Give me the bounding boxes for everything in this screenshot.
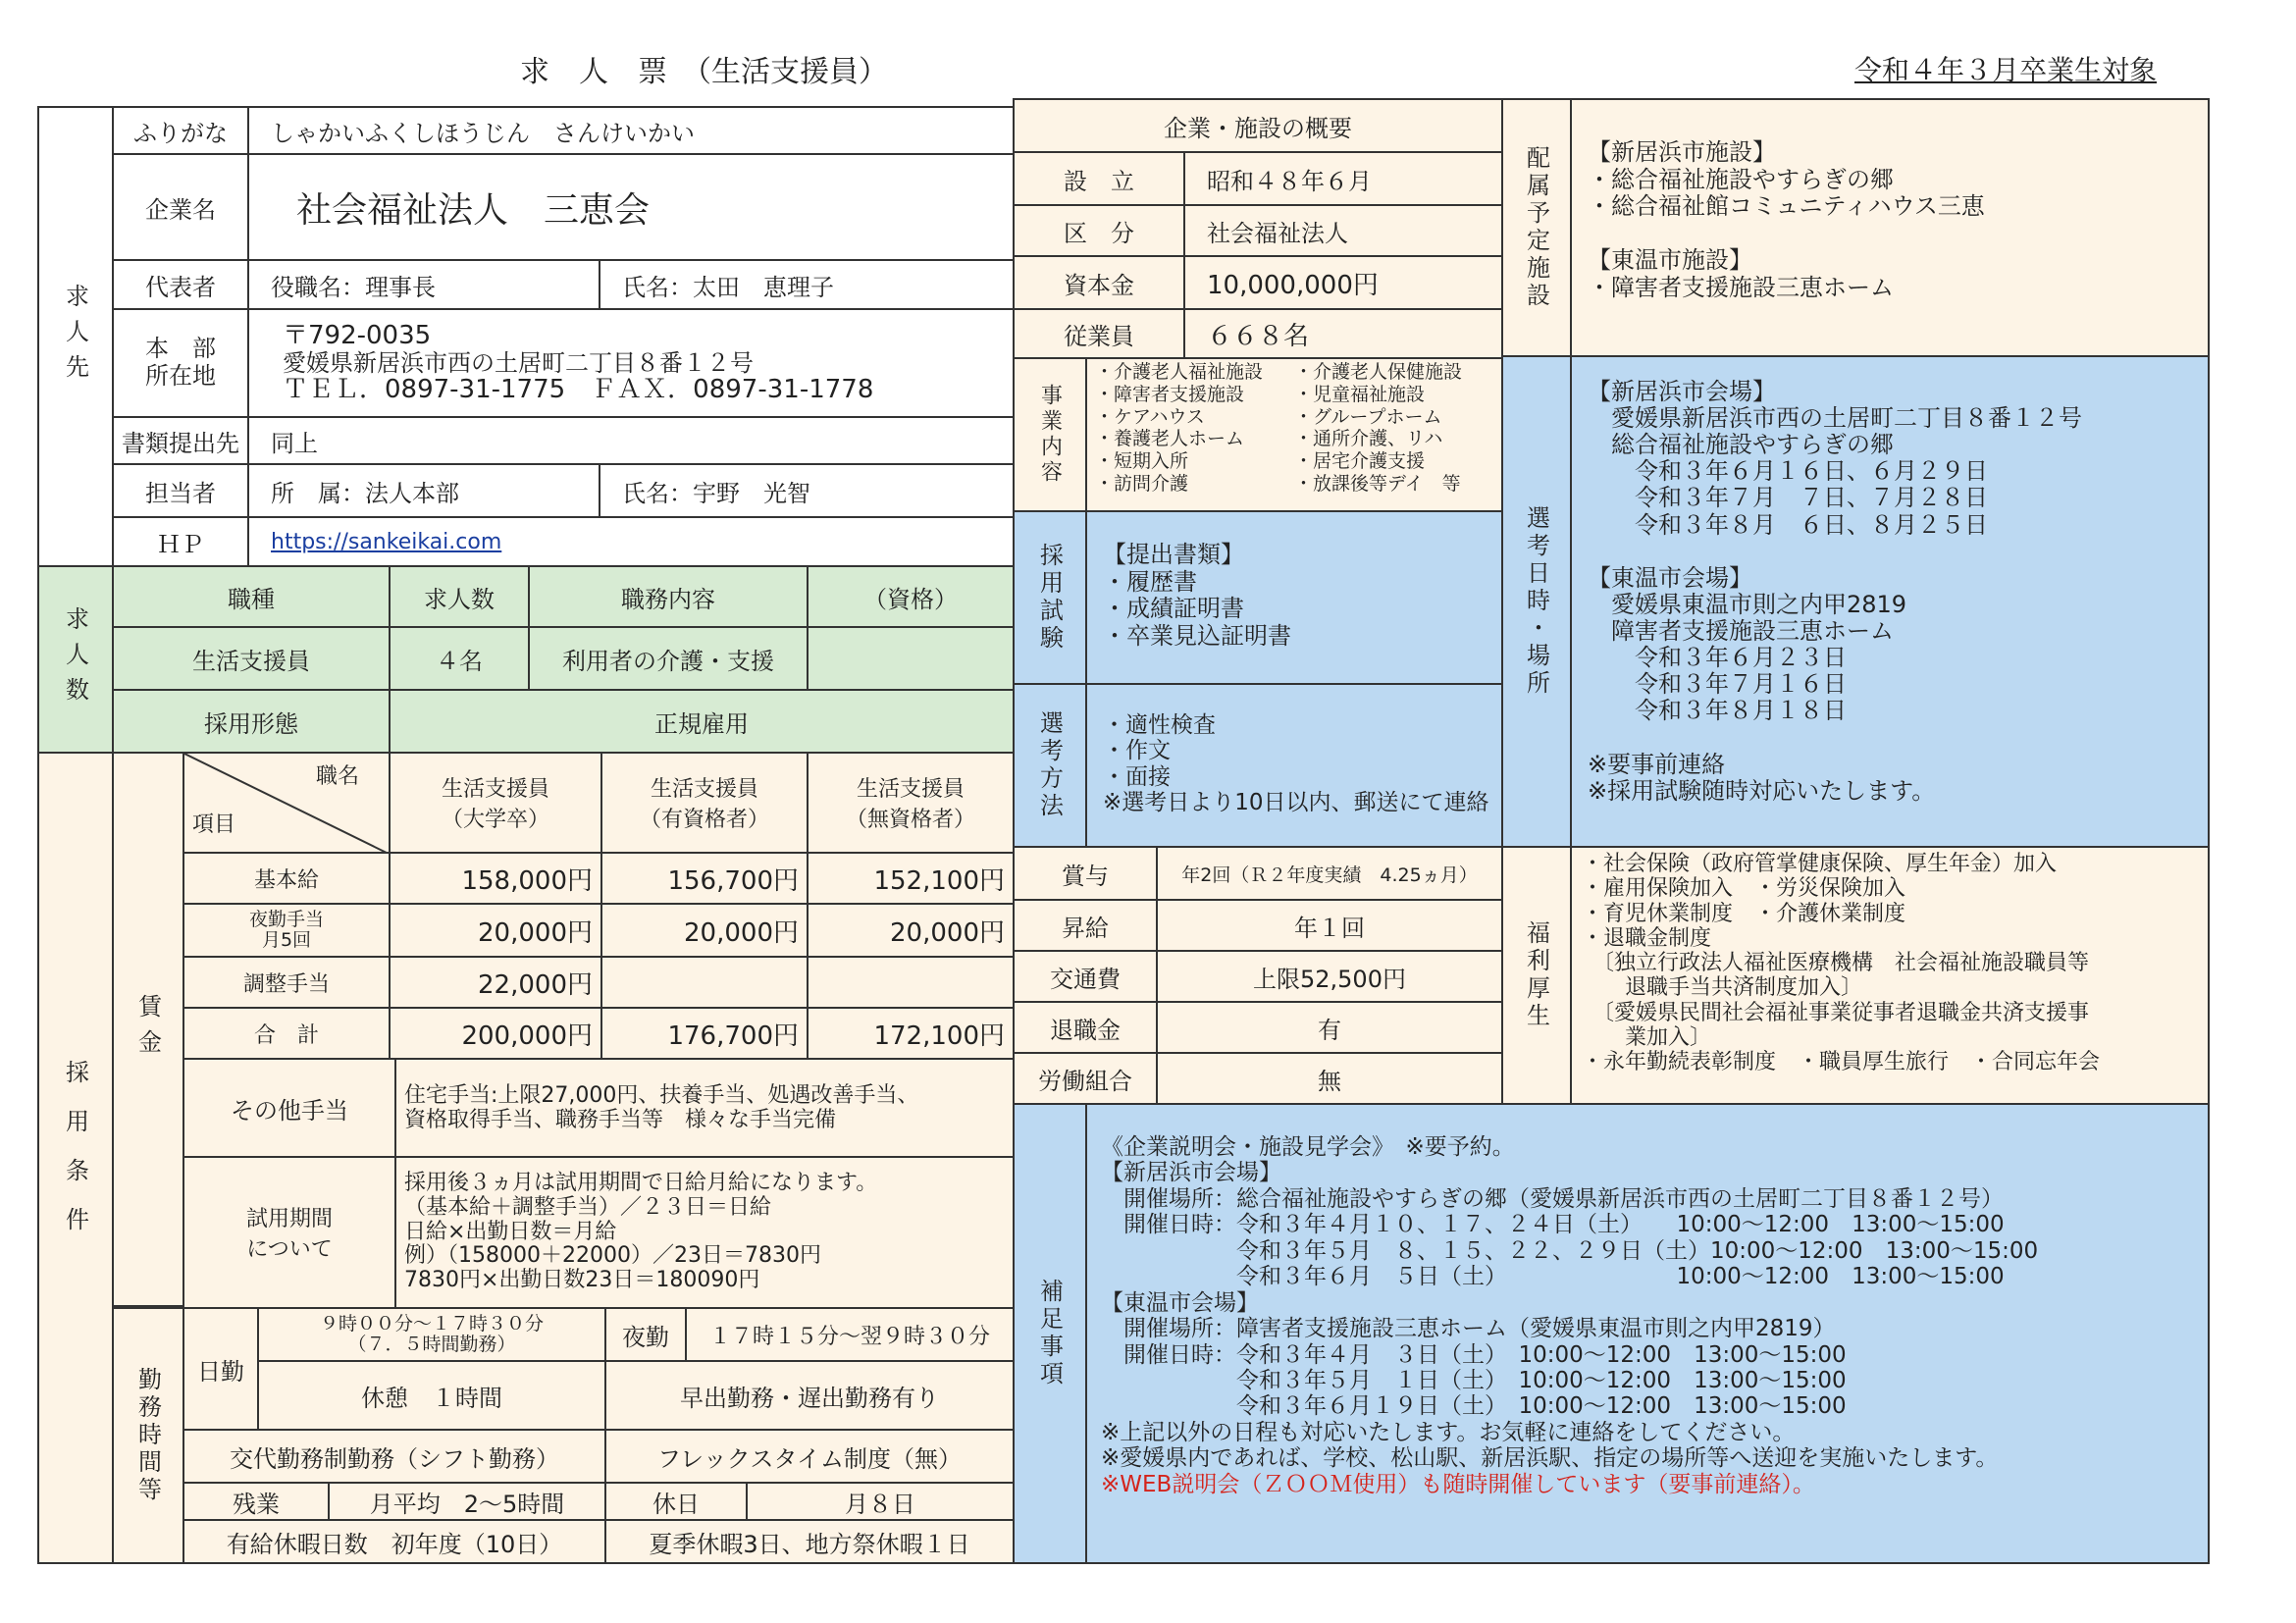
schedule-line: 愛媛県新居浜市西の土居町二丁目８番１２号 xyxy=(1588,404,2082,433)
hp-value xyxy=(247,516,1015,567)
schedule-line: 令和３年８月１８日 xyxy=(1588,697,1847,725)
col-count: 求人数 xyxy=(389,565,530,628)
job-title: 生活支援員 xyxy=(112,626,391,691)
page-title: 求 人 票 （生活支援員） xyxy=(520,55,888,89)
supplement-line: 令和３年６月１９日（土） 10:00～12:00 13:00～15:00 xyxy=(1101,1393,1847,1420)
business-item: ・居宅介護支援 xyxy=(1294,450,1426,473)
union-value: 無 xyxy=(1156,1052,1503,1105)
night-shift-time: １７時１５分～翌９時３０分 xyxy=(685,1307,1015,1362)
representative-title: 役職名：理事長 xyxy=(247,259,600,310)
business-item: ・介護老人福祉施設 xyxy=(1095,361,1264,383)
col-qualification: （資格） xyxy=(807,565,1015,628)
schedule-line xyxy=(1588,539,2082,565)
business-item: ・放課後等デイ 等 xyxy=(1294,472,1461,495)
welfare-line: ・雇用保険加入 ・労災保険加入 xyxy=(1582,876,1906,902)
retirement-label: 退職金 xyxy=(1013,1001,1158,1054)
representative-label: 代表者 xyxy=(112,259,249,310)
capital-label: 資本金 xyxy=(1013,255,1185,310)
employment-type-label: 採用形態 xyxy=(112,689,391,754)
welfare-line: 退職手当共済制度加入〕 xyxy=(1582,975,1863,1001)
job-duties: 利用者の介護・支援 xyxy=(528,626,809,691)
selection-datetime-label: 選考日時・場所 xyxy=(1501,355,1572,848)
other-allowance-label: その他手当 xyxy=(183,1058,396,1158)
wage-cell: 20,000円 xyxy=(389,903,602,958)
welfare-line: ・永年勤続表彰制度 ・職員厚生旅行 ・合同忘年会 xyxy=(1582,1050,2101,1075)
placement-line: ・障害者支援施設三恵ホーム xyxy=(1588,273,1894,301)
bonus-label: 賞与 xyxy=(1013,846,1158,901)
placement-line: ・総合福祉館コミュニティハウス三恵 xyxy=(1588,192,1985,221)
employees-label: 従業員 xyxy=(1013,308,1185,359)
wage-col-university: 生活支援員 （大学卒） xyxy=(389,752,602,854)
placement-line: ・総合福祉施設やすらぎの郷 xyxy=(1588,165,1894,193)
welfare-line: ・社会保険（政府管掌健康保険、厚生年金）加入 xyxy=(1582,852,2058,876)
established-label: 設 立 xyxy=(1013,151,1185,206)
employment-type: 正規雇用 xyxy=(389,689,1015,754)
other-allowance-line: 住宅手当:上限27,000円、扶養手当、処遇改善手当、 xyxy=(404,1082,919,1108)
wage-cell: 158,000円 xyxy=(389,852,602,905)
established-value: 昭和４８年６月 xyxy=(1183,151,1503,206)
business-item: ・グループホーム xyxy=(1294,405,1442,428)
overview-heading: 企業・施設の概要 xyxy=(1013,98,1503,153)
selection-schedule xyxy=(1570,355,2210,848)
other-allowance-line: 資格取得手当、職務手当等 様々な手当完備 xyxy=(404,1108,837,1132)
break-time: 休憩 １時間 xyxy=(257,1360,606,1431)
wage-row-label: 調整手当 xyxy=(183,956,391,1009)
welfare-label: 福利厚生 xyxy=(1501,846,1572,1105)
welfare-line: 業加入〕 xyxy=(1582,1025,1712,1051)
wage-corner: 職名 項目 xyxy=(183,752,391,854)
postal-code: 〒792-0035 xyxy=(283,321,432,351)
bonus-value: 年2回（Ｒ２年度実績 4.25ヵ月） xyxy=(1156,846,1503,901)
job-qualification xyxy=(807,626,1015,691)
exam-doc-line: ・履歴書 xyxy=(1103,567,1197,596)
business-item: ・短期入所 xyxy=(1095,450,1189,473)
holiday-label: 休日 xyxy=(604,1482,748,1521)
address: 愛媛県新居浜市西の土居町二丁目８番１２号 xyxy=(283,348,754,377)
job-count: ４名 xyxy=(389,626,530,691)
trial-line: 日給×出勤日数＝月給 xyxy=(404,1219,617,1244)
wage-col-unqualified: 生活支援員 （無資格者） xyxy=(807,752,1015,854)
schedule-line: 令和３年６月２３日 xyxy=(1588,644,1847,672)
business-item: ・養護老人ホーム xyxy=(1095,428,1245,450)
placement-line: 【東温市施設】 xyxy=(1588,246,1752,275)
trial-period-details xyxy=(394,1156,1015,1309)
wage-col-qualified: 生活支援員 （有資格者） xyxy=(600,752,809,854)
diagonal-divider xyxy=(184,754,391,854)
schedule-line: 令和３年７月１６日 xyxy=(1588,670,1847,699)
conditions-section-label: 採用条件 xyxy=(37,752,114,1564)
supplement-line: 令和３年５月 ８、１５、２２、２９日（土）10:00～12:00 13:00～15:00 xyxy=(1101,1237,2039,1264)
exam-docs xyxy=(1085,510,1503,685)
wage-row-label: 合 計 xyxy=(183,1007,391,1060)
wage-row-label: 夜勤手当 月5回 xyxy=(183,903,391,958)
contact-dept: 所 属：法人本部 xyxy=(247,463,600,518)
supplement-line: 【東温市会場】 xyxy=(1101,1289,1259,1316)
wage-row-label: 基本給 xyxy=(183,852,391,905)
furigana-value: しゃかいふくしほうじん さんけいかい xyxy=(247,106,1015,155)
supplement-line: ※上記以外の日程も対応いたします。お気軽に連絡をしてください。 xyxy=(1101,1419,1796,1445)
hq-address xyxy=(247,308,1015,418)
flextime: フレックスタイム制度（無） xyxy=(604,1429,1015,1484)
wage-cell: 22,000円 xyxy=(389,956,602,1009)
schedule-line: 総合福祉施設やすらぎの郷 xyxy=(1588,431,1894,459)
category-value: 社会福祉法人 xyxy=(1183,204,1503,257)
welfare-line: ・退職金制度 xyxy=(1582,925,1712,951)
supplement-details xyxy=(1085,1103,2210,1564)
wages-label: 賃金 xyxy=(112,752,184,1307)
openings-section-label: 求人数 xyxy=(37,565,114,754)
wage-cell: 152,100円 xyxy=(807,852,1015,905)
raise-value: 年１回 xyxy=(1156,899,1503,952)
schedule-line: 愛媛県東温市則之内甲2819 xyxy=(1588,590,1907,618)
wage-cell: 156,700円 xyxy=(600,852,809,905)
selection-method-line: ・作文 xyxy=(1103,738,1171,764)
holiday-value: 月８日 xyxy=(746,1482,1015,1521)
early-late-shift: 早出勤務・遅出勤務有り xyxy=(604,1360,1015,1431)
schedule-line: 【新居浜市会場】 xyxy=(1588,378,1776,405)
business-item: ・児童福祉施設 xyxy=(1294,383,1426,405)
placement-line: 【新居浜市施設】 xyxy=(1588,138,1776,166)
placement-line xyxy=(1588,221,1985,248)
business-content-label: 事業内容 xyxy=(1013,357,1087,512)
schedule-line xyxy=(1588,724,2082,751)
placement-list xyxy=(1570,98,2210,357)
day-shift-label: 日勤 xyxy=(183,1307,259,1431)
target-graduates: 令和４年３月卒業生対象 xyxy=(1854,54,2158,86)
schedule-line: 令和３年６月１６日、６月２９日 xyxy=(1588,457,1988,486)
contact-label: 担当者 xyxy=(112,463,249,518)
supplement-line: 《企業説明会・施設見学会》 ※要予約。 xyxy=(1101,1134,1515,1160)
employees-value: ６６８名 xyxy=(1183,308,1503,359)
overtime-label: 残業 xyxy=(183,1482,330,1521)
supplement-line: 【新居浜市会場】 xyxy=(1101,1160,1281,1186)
business-content-list xyxy=(1085,357,1503,512)
submit-docs-value: 同上 xyxy=(247,416,1015,465)
transport-value: 上限52,500円 xyxy=(1156,950,1503,1003)
selection-methods xyxy=(1085,683,1503,848)
exam-doc-line: ・成績証明書 xyxy=(1103,595,1244,623)
trial-line: 例）（158000＋22000）／23日＝7830円 xyxy=(404,1243,821,1269)
supplement-line: 開催日時：令和３年４月 ３日（土） 10:00～12:00 13:00～15:00 xyxy=(1101,1341,1847,1368)
transport-label: 交通費 xyxy=(1013,950,1158,1003)
trial-line: 採用後３ヵ月は試用期間で日給月給になります。 xyxy=(404,1171,878,1196)
business-item: ・障害者支援施設 xyxy=(1095,383,1245,405)
schedule-line: 令和３年８月 ６日、８月２５日 xyxy=(1588,510,1988,539)
placement-label: 配属予定施設 xyxy=(1501,98,1572,357)
raise-label: 昇給 xyxy=(1013,899,1158,952)
trial-line: 7830円×出勤日数23日＝180090円 xyxy=(404,1267,760,1292)
company-name: 社会福祉法人 三恵会 xyxy=(247,153,1015,261)
union-label: 労働組合 xyxy=(1013,1052,1158,1105)
selection-method-line: ※選考日より10日以内、郵送にて連絡 xyxy=(1103,790,1489,816)
schedule-line: 【東温市会場】 xyxy=(1588,563,1752,592)
business-item: ・訪問介護 xyxy=(1095,472,1189,495)
welfare-list xyxy=(1570,846,2210,1105)
day-shift-time: ９時００分～１７時３０分 （７．５時間勤務） xyxy=(257,1307,606,1362)
trial-line: （基本給＋調整手当）／２３日＝日給 xyxy=(404,1195,772,1221)
supplement-line: 令和３年５月 １日（土） 10:00～12:00 13:00～15:00 xyxy=(1101,1367,1847,1393)
retirement-value: 有 xyxy=(1156,1001,1503,1054)
hq-label: 本 部 所在地 xyxy=(112,308,249,418)
tel-fax: ＴＥＬ．0897-31-1775 ＦＡＸ．0897-31-1778 xyxy=(283,375,874,405)
business-item: ・介護老人保健施設 xyxy=(1294,361,1463,383)
web-seminar-note: ※WEB説明会（ＺＯＯＭ使用）も随時開催しています（要事前連絡）。 xyxy=(1101,1471,1815,1497)
work-hours-label: 勤務時間等 xyxy=(112,1307,184,1564)
wage-cell: 176,700円 xyxy=(600,1007,809,1060)
schedule-line: ※採用試験随時対応いたします。 xyxy=(1588,776,1936,805)
business-item: ・通所介護、リハ xyxy=(1294,428,1443,450)
wage-cell: 172,100円 xyxy=(807,1007,1015,1060)
night-shift-label: 夜勤 xyxy=(604,1307,687,1362)
supplement-line: 開催場所：総合福祉施設やすらぎの郷（愛媛県新居浜市西の土居町二丁目８番１２号） xyxy=(1101,1185,2004,1212)
summer-leave: 夏季休暇3日、地方祭休暇１日 xyxy=(604,1519,1015,1564)
submit-docs-label: 書類提出先 xyxy=(112,416,249,465)
paid-leave: 有給休暇日数 初年度（10日） xyxy=(183,1519,606,1564)
other-allowances xyxy=(394,1058,1015,1158)
wage-cell xyxy=(807,956,1015,1009)
capital-value: 10,000,000円 xyxy=(1183,255,1503,310)
supplement-line: 開催日時：令和３年４月１０、１７、２４日（土） 10:00～12:00 13:00～15:00 xyxy=(1101,1212,2005,1238)
business-item: ・ケアハウス xyxy=(1095,405,1205,428)
welfare-line: 〔独立行政法人福祉医療機構 社会福祉施設職員等 xyxy=(1582,951,2090,976)
welfare-line: 〔愛媛県民間社会福祉事業従事者退職金共済支援事 xyxy=(1582,1000,2090,1025)
selection-method-label: 選考方法 xyxy=(1013,683,1087,848)
exam-label: 採用試験 xyxy=(1013,510,1087,685)
overtime-value: 月平均 2～5時間 xyxy=(328,1482,606,1521)
homepage-link[interactable]: https://sankeikai.com xyxy=(271,529,502,554)
exam-doc-line: ・卒業見込証明書 xyxy=(1103,621,1291,650)
recruiter-section-label: 求人先 xyxy=(37,106,114,567)
wage-cell: 200,000円 xyxy=(389,1007,602,1060)
wage-cell xyxy=(600,956,809,1009)
schedule-line: 令和３年７月 ７日、７月２８日 xyxy=(1588,484,1988,512)
supplement-line: 令和３年６月 ５日（土） 10:00～12:00 13:00～15:00 xyxy=(1101,1264,2005,1290)
wage-cell: 20,000円 xyxy=(807,903,1015,958)
schedule-line: 障害者支援施設三恵ホーム xyxy=(1588,616,1894,645)
exam-doc-line: 【提出書類】 xyxy=(1103,541,1244,568)
selection-method-line: ・面接 xyxy=(1103,763,1171,790)
representative-name: 氏名：太田 恵理子 xyxy=(599,259,1015,310)
contact-name: 氏名：宇野 光智 xyxy=(599,463,1015,518)
welfare-line: ・育児休業制度 ・介護休業制度 xyxy=(1582,901,1906,926)
col-duties: 職務内容 xyxy=(528,565,809,628)
furigana-label: ふりがな xyxy=(112,106,249,155)
hp-label: ＨＰ xyxy=(112,516,249,567)
selection-method-line: ・適性検査 xyxy=(1103,712,1216,738)
supplement-line: 開催場所：障害者支援施設三恵ホーム（愛媛県東温市則之内甲2819） xyxy=(1101,1316,1836,1342)
col-job: 職種 xyxy=(112,565,391,628)
company-name-label: 企業名 xyxy=(112,153,249,261)
supplement-line: ※愛媛県内であれば、学校、松山駅、新居浜駅、指定の場所等へ送迎を実施いたします。 xyxy=(1101,1445,1999,1472)
category-label: 区 分 xyxy=(1013,204,1185,257)
schedule-line: ※要事前連絡 xyxy=(1588,750,1726,778)
wage-cell: 20,000円 xyxy=(600,903,809,958)
trial-period-label: 試用期間 について xyxy=(183,1156,396,1309)
supplement-label: 補足事項 xyxy=(1013,1103,1087,1564)
shift-system: 交代勤務制勤務（シフト勤務） xyxy=(183,1429,606,1484)
